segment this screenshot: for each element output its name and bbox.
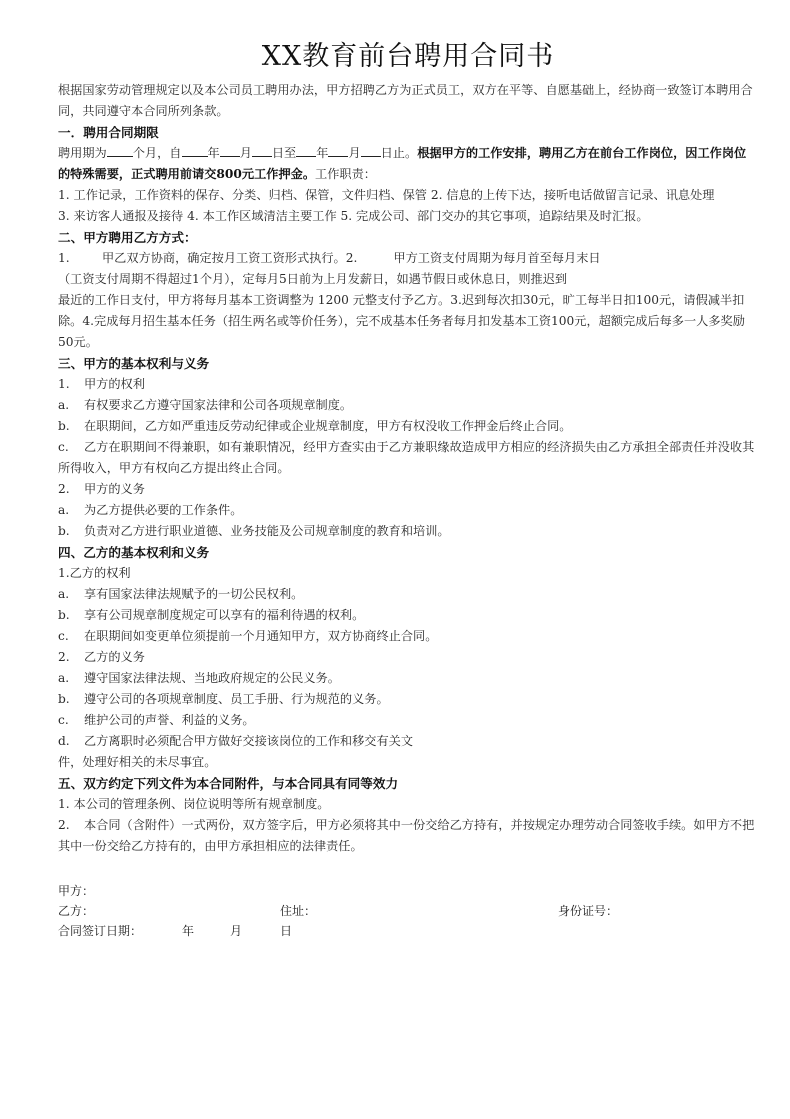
list-item [58, 710, 758, 731]
pay-text: 甲方工资支付周期为每月首至每月末日 [393, 251, 601, 265]
pay-line-2: （工资支付周期不得超过1个月），定每月5日前为上月发薪日，如遇节假日或休息日，则推迟到 [58, 272, 568, 286]
item-text: 在职期间如变更单位须提前一个月通知甲方，双方协商终止合同。 [84, 629, 438, 643]
term-text: 年 [316, 146, 329, 160]
item-label: b. [58, 419, 70, 433]
term-text: 月 [239, 146, 252, 160]
item-label: 2. [58, 482, 70, 496]
item-text: 负责对乙方进行职业道德、业务技能及公司规章制度的教育和培训。 [84, 524, 450, 538]
section1-heading: 一．聘用合同期限 [58, 125, 159, 140]
item-label: d. [58, 734, 70, 748]
pay-line-1 [58, 248, 758, 269]
item-label: c. [58, 440, 69, 454]
list-item [58, 437, 758, 479]
annex-item-2 [58, 815, 758, 857]
list-item [58, 626, 758, 647]
item-label: a. [58, 503, 70, 517]
item-label: a. [58, 398, 70, 412]
list-item [58, 647, 758, 668]
duties-line-2: 3. 来访客人通报及接待 4. 本工作区域清洁主要工作 5. 完成公司、部门交办的其它事项，追踪结果及时汇报。 [58, 209, 649, 223]
list-item [58, 374, 758, 395]
item-text: 本合同（含附件）一式两份，双方签字后，甲方必须将其中一份交给乙方持有，并按规定办理劳动合同签收手续。如甲方不把其中一份交给乙方持有的，由甲方承担相应的法律责任。 [58, 818, 755, 853]
term-text: 日止。 [380, 146, 418, 160]
id-number-label: 身份证号： [558, 904, 619, 918]
item-label: b. [58, 524, 70, 538]
start-month-blank [220, 144, 240, 157]
item-label: a. [58, 587, 70, 601]
section4-heading: 四、乙方的基本权利和义务 [58, 545, 210, 560]
contract-document [58, 38, 758, 941]
section5-heading: 五、双方约定下列文件为本合同附件，与本合同具有同等效力 [58, 776, 399, 791]
party-b-label: 乙方： [58, 904, 95, 918]
list-item [58, 416, 758, 437]
item-label: b. [58, 608, 70, 622]
start-day-blank [252, 144, 272, 157]
duties-line-1: 1. 工作记录，工作资料的保存、分类、归档、保管，文件归档、保管 2. 信息的上传下达，接听电话做留言记录、讯息处理 [58, 188, 715, 202]
item-text: 甲方的义务 [84, 482, 145, 496]
year-label: 年 [182, 924, 195, 938]
start-year-blank [182, 144, 208, 157]
term-text: 聘用期为 [58, 146, 107, 160]
day-label: 日 [280, 924, 293, 938]
item-text: 遵守公司的各项规章制度、员工手册、行为规范的义务。 [84, 692, 389, 706]
deposit-requirement: 根据甲方的工作安排，聘用乙方在前台工作岗位，因工作岗位的特殊需要，正式聘用前请交800元工作押金。 [58, 146, 747, 181]
list-item [58, 521, 758, 542]
document-title: XX教育前台聘用合同书 [261, 41, 555, 72]
list-item [58, 584, 758, 605]
month-label: 月 [230, 924, 243, 938]
signature-row-party-a [58, 881, 758, 901]
item-label: b. [58, 692, 70, 706]
end-day-blank [361, 144, 381, 157]
pay-text: 甲乙双方协商，确定按月工资工资形式执行。2. [102, 251, 358, 265]
item-text: 享有国家法律法规赋予的一切公民权利。 [84, 587, 304, 601]
item-text: 有权要求乙方遵守国家法律和公司各项规章制度。 [84, 398, 353, 412]
item-label: a. [58, 671, 70, 685]
item-label: 2. [58, 818, 70, 832]
section3-heading: 三、甲方的基本权利与义务 [58, 356, 210, 371]
signature-row-date [58, 921, 758, 941]
item-text: 为乙方提供必要的工作条件。 [84, 503, 243, 517]
signature-row-party-b [58, 901, 758, 921]
item-text: 遵守国家法律法规、当地政府规定的公民义务。 [84, 671, 340, 685]
list-item [58, 479, 758, 500]
item-label: 1. [58, 251, 70, 265]
end-month-blank [328, 144, 348, 157]
item-text: 在职期间，乙方如严重违反劳动纪律或企业规章制度，甲方有权没收工作押金后终止合同。 [84, 419, 572, 433]
pay-line-3: 最近的工作日支付，甲方将每月基本工资调整为 1200 元整支付予乙方。3.迟到每次扣30元，旷工每半日扣100元，请假减半扣除。4.完成每月招生基本任务（招生两名或等价任务），完不成基本任务者每月扣发基本工资100元，超额完成后每多一人多奖励50元。 [58, 293, 745, 349]
item-text: 维护公司的声誉、利益的义务。 [84, 713, 255, 727]
annex-item-1: 1. 本公司的管理条例、岗位说明等所有规章制度。 [58, 797, 330, 811]
list-item [58, 605, 758, 626]
section2-heading: 二、甲方聘用乙方方式： [58, 230, 197, 245]
party-a-label: 甲方： [58, 884, 95, 898]
item-text: 甲方的权利 [84, 377, 145, 391]
item-label: c. [58, 713, 69, 727]
item-label: 1. [58, 377, 70, 391]
item-text: 乙方离职时必须配合甲方做好交接该岗位的工作和移交有关文 [84, 734, 414, 748]
address-label: 住址： [280, 904, 317, 918]
term-text: 个月，自 [132, 146, 182, 160]
term-text: 月 [348, 146, 361, 160]
term-text: 日至 [271, 146, 297, 160]
subsection-label: 1.乙方的权利 [58, 566, 131, 580]
list-item-continuation: 件，处理好相关的未尽事宜。 [58, 755, 217, 769]
item-text: 享有公司规章制度规定可以享有的福利待遇的权利。 [84, 608, 365, 622]
item-text: 乙方在职期间不得兼职，如有兼职情况，经甲方查实由于乙方兼职缘故造成甲方相应的经济损失由乙方承担全部责任并没收其所得收入，甲方有权向乙方提出终止合同。 [58, 440, 755, 475]
list-item [58, 668, 758, 689]
months-blank [107, 144, 133, 157]
list-item [58, 731, 758, 752]
item-text: 乙方的义务 [84, 650, 145, 664]
list-item [58, 395, 758, 416]
sign-date-label: 合同签订日期： [58, 924, 143, 938]
duties-label: 工作职责： [315, 167, 376, 181]
term-text: 年 [207, 146, 220, 160]
item-label: 2. [58, 650, 70, 664]
term-paragraph [58, 143, 758, 185]
end-year-blank [296, 144, 316, 157]
item-label: c. [58, 629, 69, 643]
list-item [58, 689, 758, 710]
intro-paragraph: 根据国家劳动管理规定以及本公司员工聘用办法，甲方招聘乙方为正式员工，双方在平等、自愿基础上，经协商一致签订本聘用合同，共同遵守本合同所列条款。 [58, 83, 753, 118]
list-item [58, 500, 758, 521]
